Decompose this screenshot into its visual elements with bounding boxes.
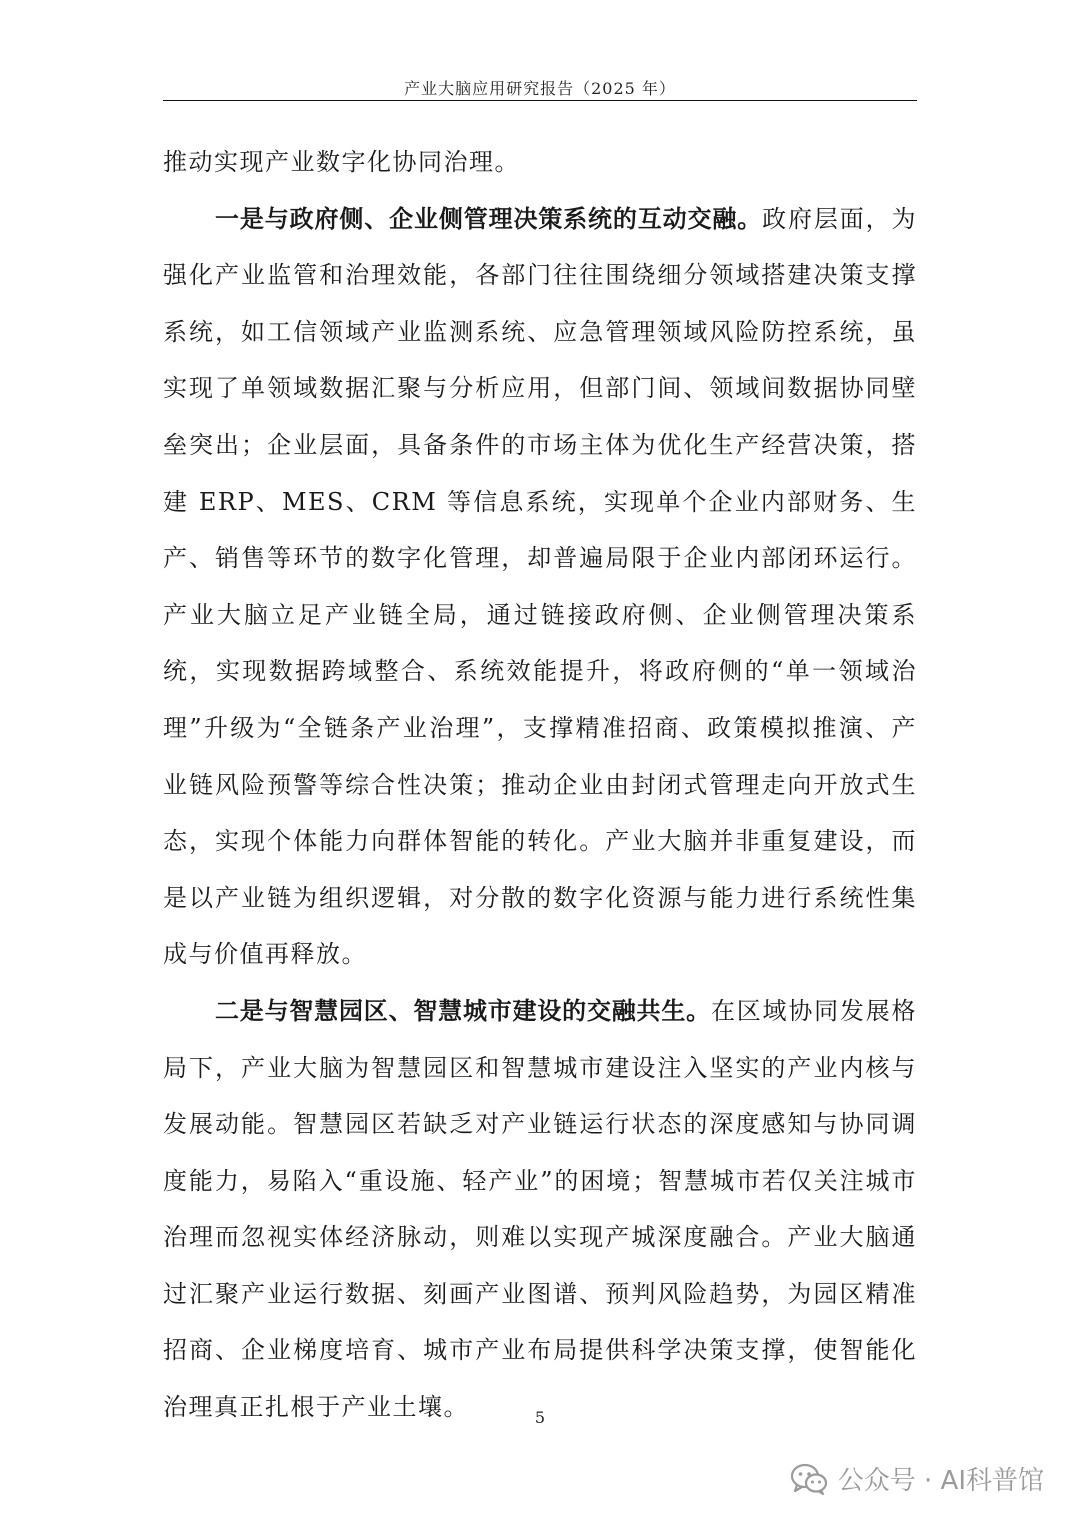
paragraph-body: 政府层面，为强化产业监管和治理效能，各部门往往围绕细分领域搭建决策支撑系统，如工信领域产业监测系统、应急管理领域风险防控系统，虽实现了单领域数据汇聚与分析应用，但部门间、领域间数据协同壁垒突出；企业层面，具备条件的市场主体为优化生产经营决策，搭建 ERP、MES、CRM 等信息系统，实现单个企业内部财务、生产、销售等环节的数字化管理，却普遍局限于企业内部闭环运行。产业大脑立足产业链全局，通过链接政府侧、企业侧管理决策系统，实现数据跨域整合、系统效能提升，将政府侧的“单一领域治理”升级为“全链条产业治理”，支撑精准招商、政策模拟推演、产业链风险预警等综合性决策；推动企业由封闭式管理走向开放式生态，实现个体能力向群体智能的转化。产业大脑并非重复建设，而是以产业链为组织逻辑，对分散的数字化资源与能力进行系统性集成与价值再释放。 xyxy=(163,204,918,969)
watermark xyxy=(790,1460,1044,1497)
watermark-text: 公众号 · AI科普馆 xyxy=(837,1466,1044,1496)
body-text xyxy=(163,134,917,1436)
wechat-icon xyxy=(790,1463,828,1495)
page-number: 5 xyxy=(534,1408,546,1427)
paragraph-body: 在区域协同发展格局下，产业大脑为智慧园区和智慧城市建设注入坚实的产业内核与发展动能。智慧园区若缺乏对产业链运行状态的深度感知与协同调度能力，易陷入“重设施、轻产业”的困境；智慧城市若仅关注城市治理而忽视实体经济脉动，则难以实现产城深度融合。产业大脑通过汇聚产业运行数据、刻画产业图谱、预判风险趋势，为园区精准招商、企业梯度培育、城市产业布局提供科学决策支撑，使智能化治理真正扎根于产业土壤。 xyxy=(163,996,918,1422)
paragraph-lead-heading: 一是与政府侧、企业侧管理决策系统的互动交融。 xyxy=(215,204,763,233)
running-header: 产业大脑应用研究报告（2025 年） xyxy=(404,79,676,98)
paragraph-smart-park-city xyxy=(163,983,917,1436)
paragraph-lead-heading: 二是与智慧园区、智慧城市建设的交融共生。 xyxy=(215,996,711,1025)
paragraph-government-enterprise xyxy=(163,191,917,983)
paragraph-continuation: 推动实现产业数字化协同治理。 xyxy=(163,148,520,176)
header-rule xyxy=(163,100,917,101)
